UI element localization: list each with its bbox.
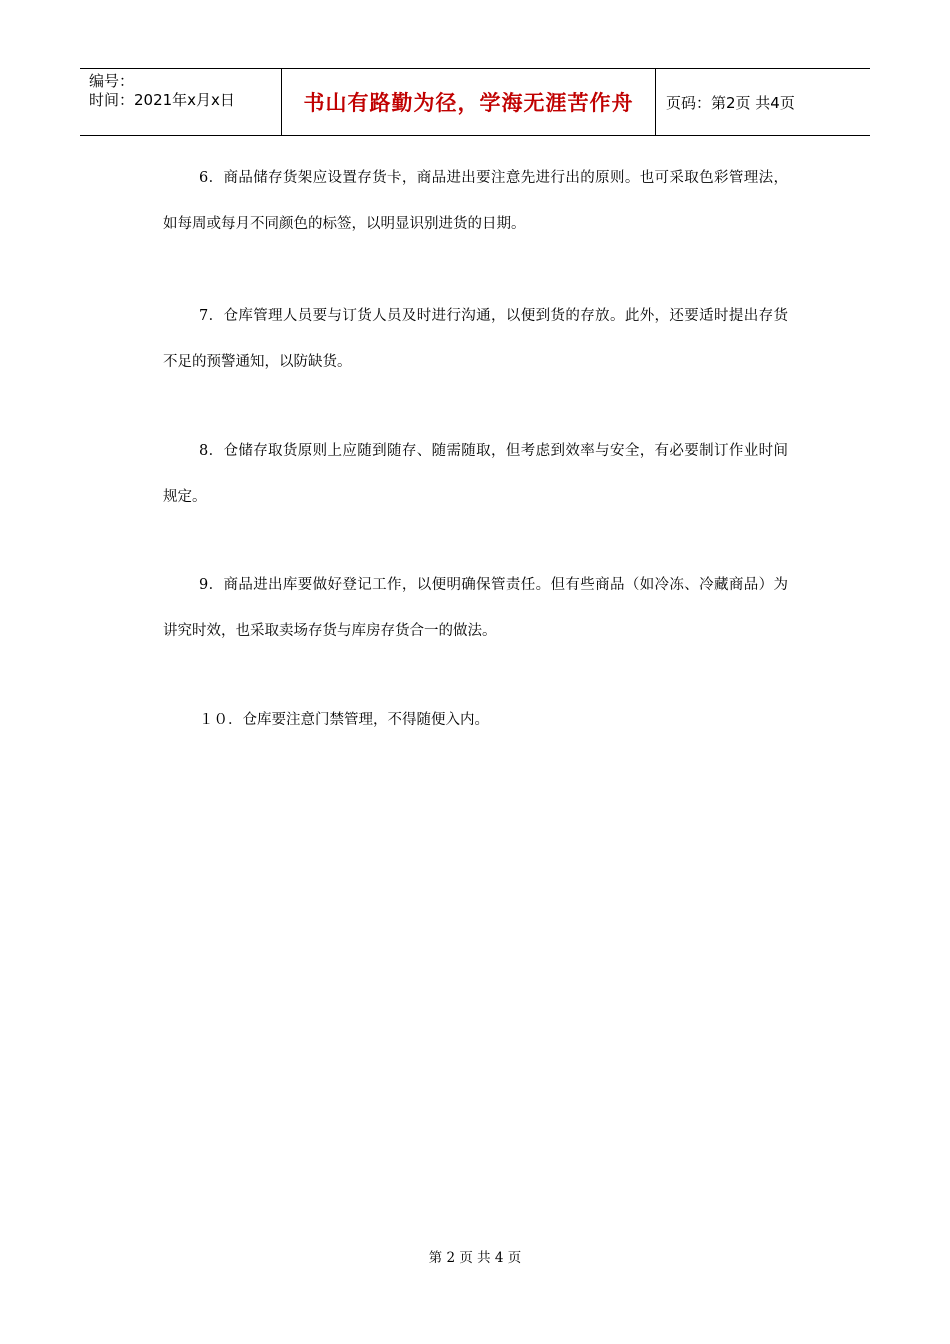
paragraph-8 (163, 428, 788, 520)
header-page-cell (656, 69, 870, 135)
header-motto-cell (282, 69, 656, 135)
page-info: 页码：第2页 共4页 (666, 93, 795, 112)
motto: 书山有路勤为径，学海无涯苦作舟 (303, 91, 634, 115)
paragraph-9 (163, 562, 788, 654)
footer-page-number: 第 2 页 共 4 页 (428, 1250, 522, 1266)
paragraph-text: 8．仓储存取货原则上应随到随存、随需随取，但考虑到效率与安全，有必要制订作业时间规定。 (163, 443, 788, 505)
serial-label: 编号： (89, 72, 135, 90)
paragraph-text: １０．仓库要注意门禁管理，不得随便入内。 (199, 712, 489, 728)
header-meta-cell (80, 69, 282, 135)
paragraph-7 (163, 293, 788, 385)
paragraph-text: 6．商品储存货架应设置存货卡，商品进出要注意先进行出的原则。也可采取色彩管理法，如每周或每月不同颜色的标签，以明显识别进货的日期。 (163, 170, 788, 232)
document-header (80, 68, 870, 136)
time-label: 时间：2021年x月x日 (89, 91, 235, 109)
paragraph-6 (163, 155, 788, 247)
paragraph-text: 9．商品进出库要做好登记工作，以便明确保管责任。但有些商品（如冷冻、冷藏商品）为讲究时效，也采取卖场存货与库房存货合一的做法。 (163, 577, 788, 639)
page-footer (0, 1246, 950, 1266)
paragraph-text: 7．仓库管理人员要与订货人员及时进行沟通，以便到货的存放。此外，还要适时提出存货不足的预警通知，以防缺货。 (163, 308, 788, 370)
paragraph-10 (163, 697, 788, 743)
